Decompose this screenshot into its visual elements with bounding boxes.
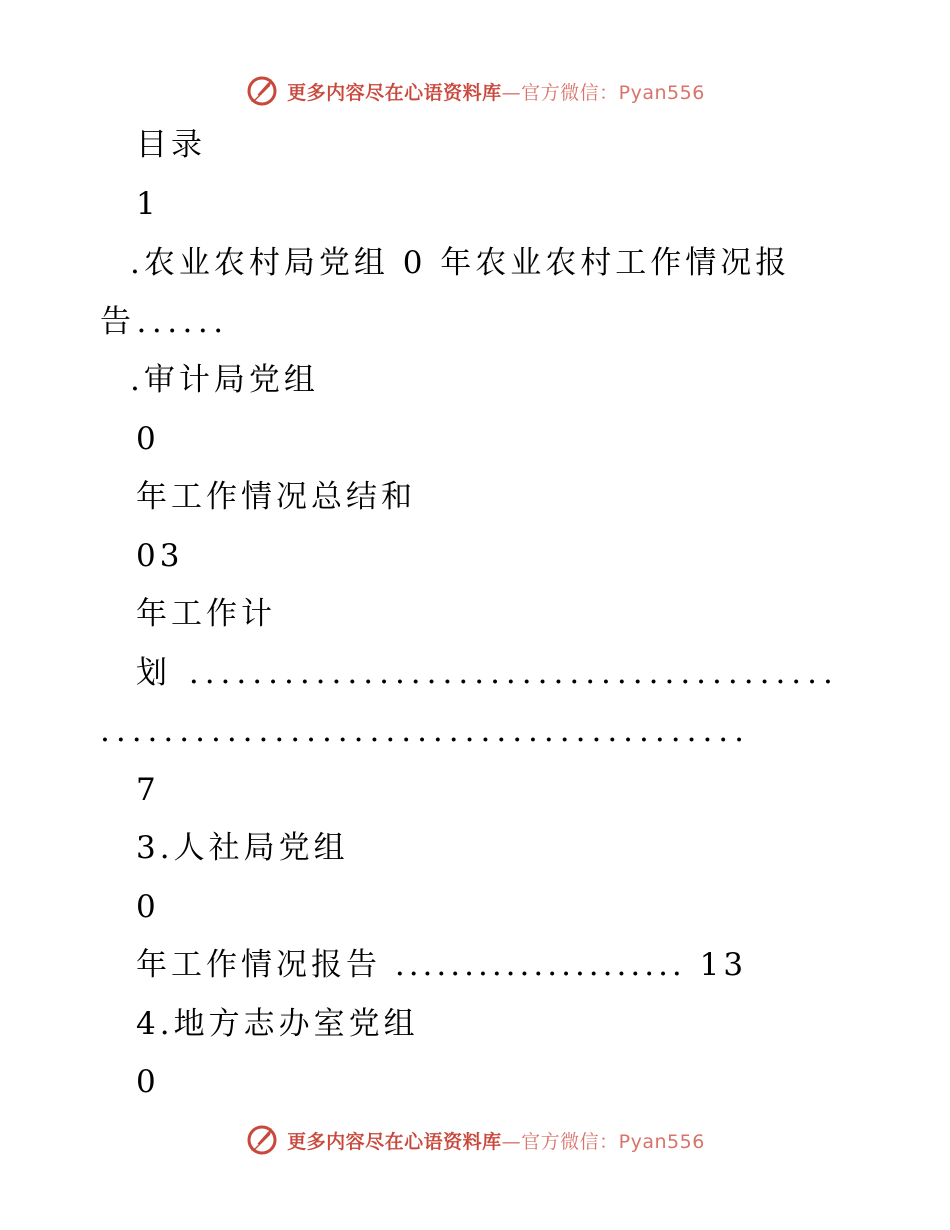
toc-line: 0	[136, 1064, 160, 1100]
toc-line: 4.地方志办室党组	[136, 1006, 419, 1042]
watermark-banner-top	[0, 71, 950, 111]
quill-logo-icon	[245, 1123, 279, 1157]
toc-line: 年工作情况报告 ..................... 13	[136, 947, 748, 983]
toc-line: 告......	[100, 304, 229, 340]
toc-line: 1	[136, 186, 160, 222]
toc-line: 年工作情况总结和	[136, 479, 416, 515]
toc-line: 划 .........................................	[136, 655, 839, 691]
toc-line: 3.人社局党组	[136, 830, 349, 866]
watermark-main-text: 更多内容尽在心语资料库	[287, 1130, 502, 1153]
toc-line: .........................................	[100, 713, 751, 749]
quill-logo-icon	[245, 74, 279, 108]
watermark-banner-bottom	[0, 1120, 950, 1160]
toc-line: .农业农村局党组 0 年农业农村工作情况报	[130, 245, 791, 281]
watermark-suffix: 官方微信：Pyan556	[521, 1130, 705, 1153]
watermark-text	[287, 78, 705, 105]
toc-line: 0	[136, 421, 160, 457]
toc-line: 年工作计	[136, 596, 276, 632]
watermark-text	[287, 1127, 705, 1154]
watermark-dash: —	[501, 1130, 522, 1153]
watermark-dash: —	[501, 81, 522, 104]
watermark-suffix: 官方微信：Pyan556	[521, 81, 705, 104]
toc-line: 0	[136, 889, 160, 925]
watermark-main-text: 更多内容尽在心语资料库	[287, 81, 502, 104]
toc-line: 7	[136, 772, 160, 808]
toc-line: 03	[136, 538, 184, 574]
toc-line: .审计局党组	[130, 362, 319, 398]
toc-heading: 目录	[136, 127, 206, 163]
